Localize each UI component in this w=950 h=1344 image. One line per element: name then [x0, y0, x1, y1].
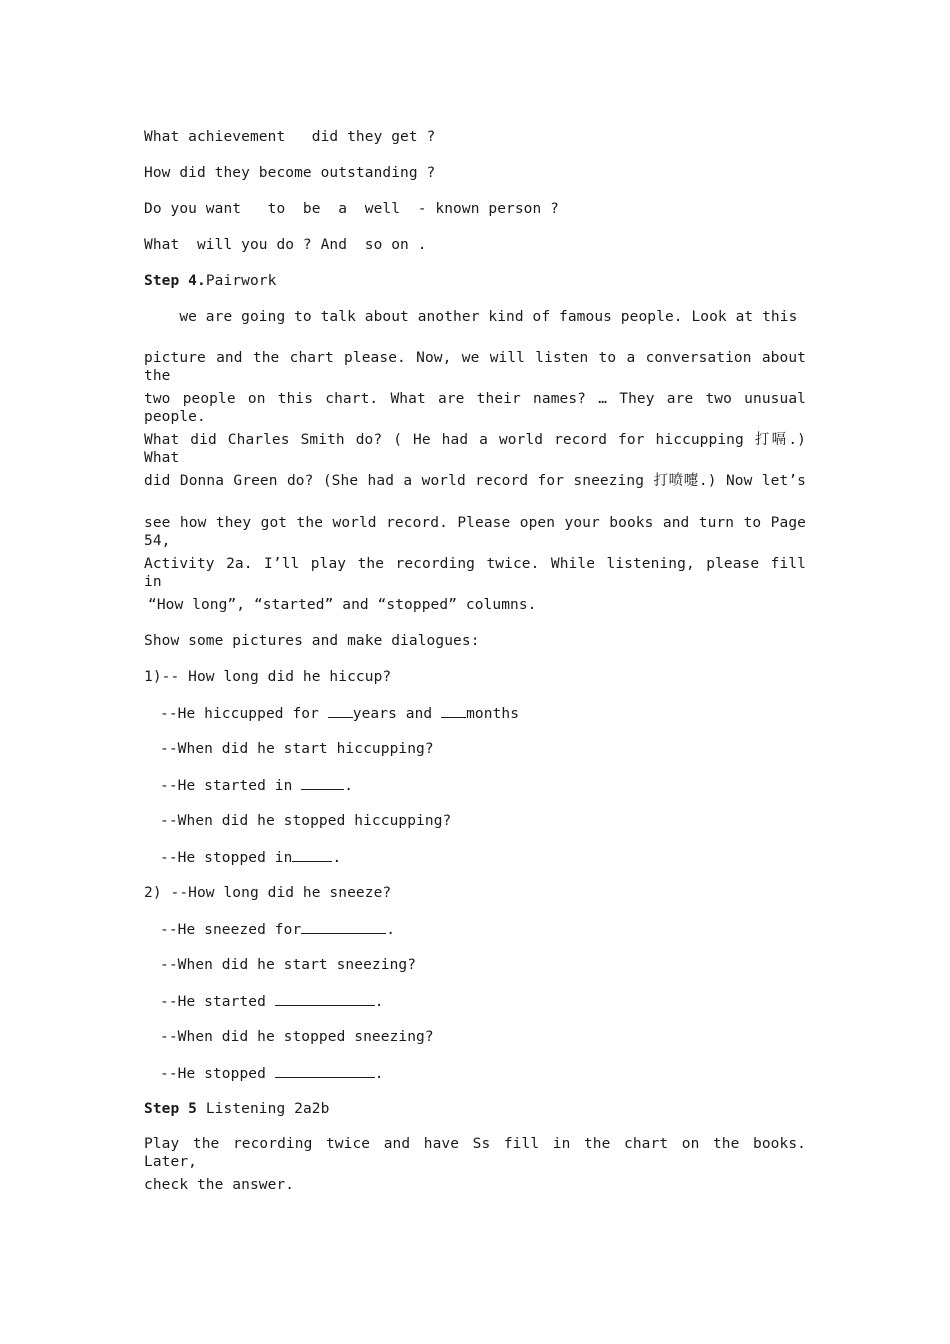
answer-text: --He started in [160, 778, 302, 794]
paragraph-line: two people on this chart. What are their names? … They are two unusual people. [144, 391, 806, 425]
dialogue1-question: 1)-- How long did he hiccup? [144, 669, 392, 685]
answer-text: --He hiccupped for [160, 706, 328, 722]
dialogue1-question: --When did he stopped hiccupping? [160, 813, 452, 829]
paragraph-line: What did Charles Smith do? ( He had a world record for hiccupping 打嗝.) What [144, 432, 806, 466]
dialogue2-answer [160, 1064, 384, 1083]
question-line: What will you do ? And so on . [144, 237, 427, 253]
question-line: How did they become outstanding ? [144, 165, 436, 181]
dialogue1-answer [160, 704, 519, 723]
paragraph-line: Activity 2a. I’ll play the recording twice. While listening, please fill in [144, 556, 806, 590]
answer-text: years and [352, 706, 442, 722]
dialogue2-question: --When did he start sneezing? [160, 957, 417, 973]
dialogue1-question: --When did he start hiccupping? [160, 741, 434, 757]
dialogue2-answer [160, 920, 395, 939]
answer-text: --He started [160, 994, 275, 1010]
paragraph-line: we are going to talk about another kind of famous people. Look at this [144, 309, 798, 325]
step4-title: Pairwork [205, 273, 277, 289]
answer-text: --He sneezed for [160, 922, 302, 938]
answer-text: . [332, 850, 342, 866]
answer-text: --He stopped in [160, 850, 293, 866]
step5-label: Step 5 [144, 1101, 197, 1117]
question-line: Do you want to be a well - known person ? [144, 201, 559, 217]
answer-text: . [374, 1066, 384, 1082]
step5-title: Listening 2a2b [205, 1101, 330, 1117]
paragraph-line: “How long”, “started” and “stopped” columns. [148, 597, 537, 613]
step4-heading [144, 272, 276, 290]
paragraph-line: see how they got the world record. Please open your books and turn to Page 54, [144, 515, 806, 549]
dialogue2-question: 2) --How long did he sneeze? [144, 885, 392, 901]
fill-blank[interactable] [275, 992, 375, 1006]
answer-text: . [386, 922, 396, 938]
fill-blank[interactable] [301, 920, 386, 934]
dialogue1-answer [160, 848, 341, 867]
answer-text: --He stopped [160, 1066, 275, 1082]
answer-text: months [466, 706, 520, 722]
step5-heading [144, 1100, 329, 1118]
dialogue2-question: --When did he stopped sneezing? [160, 1029, 434, 1045]
dialogue2-answer [160, 992, 384, 1011]
step4-label: Step 4. [144, 273, 206, 289]
fill-blank[interactable] [441, 704, 466, 718]
instruction-line: Show some pictures and make dialogues: [144, 633, 480, 649]
fill-blank[interactable] [328, 704, 353, 718]
paragraph-line: did Donna Green do? (She had a world record for sneezing 打喷嚏.) Now let’s [144, 473, 806, 489]
fill-blank[interactable] [292, 848, 332, 862]
fill-blank[interactable] [301, 776, 344, 790]
paragraph-line: Play the recording twice and have Ss fill in the chart on the books. Later, [144, 1136, 806, 1170]
fill-blank[interactable] [275, 1064, 375, 1078]
answer-text: . [374, 994, 384, 1010]
paragraph-line: check the answer. [144, 1177, 295, 1193]
answer-text: . [344, 778, 354, 794]
dialogue1-answer [160, 776, 353, 795]
question-line: What achievement did they get ? [144, 129, 436, 145]
paragraph-line: picture and the chart please. Now, we will listen to a conversation about the [144, 350, 806, 384]
